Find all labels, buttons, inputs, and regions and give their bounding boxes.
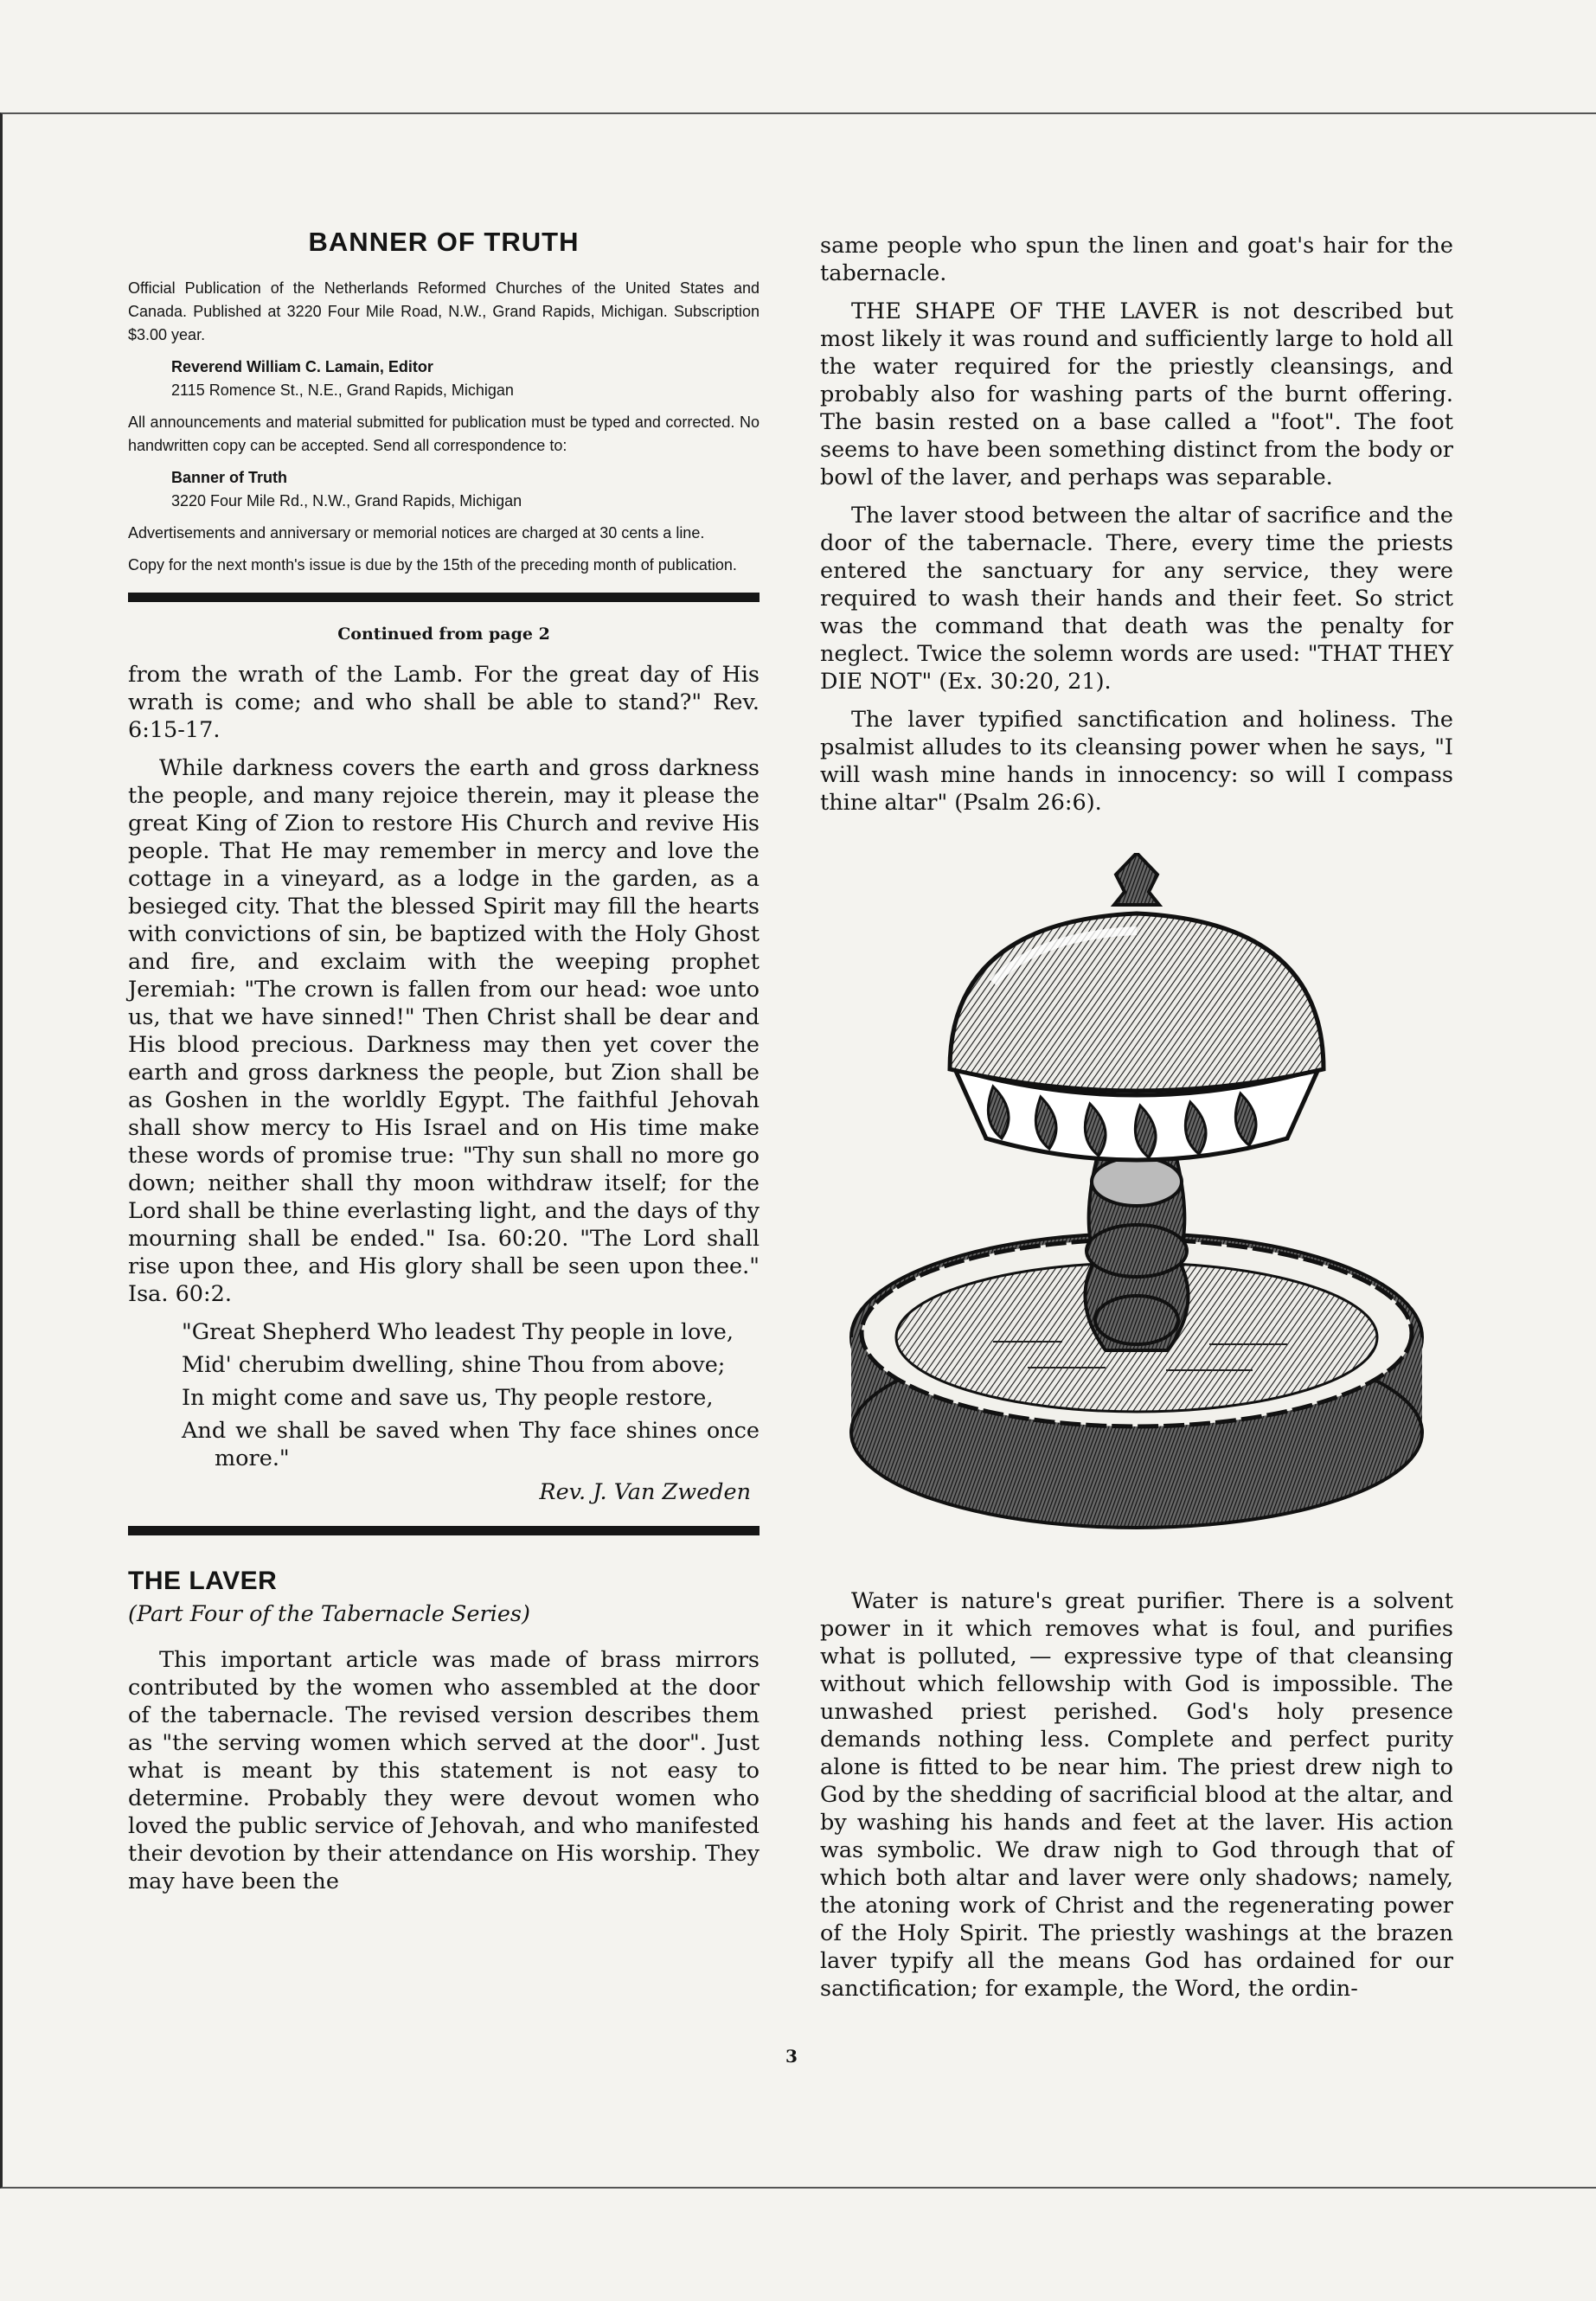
laver-shape-paragraph: THE SHAPE OF THE LAVER is not described but most likely it was round and sufficiently large to hold all the water required for the priestly cleansings, and probably also for washing parts of the burnt offering. The basin rested on a base called a "foot". The foot seems to have been something distinct from the body or bowl of the laver, and perhaps was separable. <box>820 298 1453 490</box>
article-subtitle: (Part Four of the Tabernacle Series) <box>128 1601 530 1627</box>
hymn-line: And we shall be saved when Thy face shines once more." <box>182 1418 760 1471</box>
continued-label: Continued from page 2 <box>337 625 550 644</box>
continued-paragraph-1: from the wrath of the Lamb. For the great day of His wrath is come; and who shall be able to stand?" Rev. 6:15-17. <box>128 662 760 743</box>
correspondence-address: 3220 Four Mile Rd., N.W., Grand Rapids, Michigan <box>171 492 522 510</box>
masthead-editor <box>171 356 760 402</box>
left-column <box>128 216 760 1906</box>
article-title: THE LAVER <box>128 1567 278 1595</box>
masthead-official: Official Publication of the Netherlands Reformed Churches of the United States and Canada. Published at 3220 Four Mile Road, N.W., Grand Rapids, Michigan. Subscription $3.00 year. <box>128 279 760 343</box>
hymn-verse <box>128 1318 760 1472</box>
right-column <box>820 232 1453 2013</box>
editor-name: Reverend William C. Lamain, Editor <box>171 358 433 375</box>
masthead-copy-due: Copy for the next month's issue is due by the 15th of the preceding month of publication. <box>128 556 737 574</box>
masthead-announcements: All announcements and material submitted for publication must be typed and corrected. No handwritten copy can be accepted. Send all correspondence to: <box>128 413 760 454</box>
masthead-correspondence <box>171 466 760 513</box>
author-signature: Rev. J. Van Zweden <box>539 1479 751 1505</box>
hymn-line: "Great Shepherd Who leadest Thy people in love, <box>182 1319 734 1345</box>
continued-paragraph-2: While darkness covers the earth and gross darkness the people, and many rejoice therein, may it please the great King of Zion to restore His Church and revive His people. That He may remember in mercy and love the cottage in a vineyard, as a lodge in the garden, as a besieged city. That the blessed Spirit may fill the hearts with convictions of sin, be baptized with the Holy Ghost and fire, and exclaim with the weeping prophet Jeremiah: "The crown is fallen from our head: woe unto us, that we have sinned!" Then Christ shall be dear and His blood precious. Darkness may then yet cover the earth and gross darkness the people, but Zion shall be as Goshen in the worldly Egypt. The faithful Jehovah shall show mercy to His Israel and on His time make these words of promise true: "Thy sun shall no more go down; neither shall thy moon withdraw itself; for the Lord shall be thine everlasting light, and the days of thy mourning shall be ended." Isa. 60:20. "The Lord shall rise upon thee, and His glory shall be seen upon thee." Isa. 60:2. <box>128 755 760 1307</box>
correspondence-name: Banner of Truth <box>171 469 287 486</box>
laver-position-paragraph: The laver stood between the altar of sacrifice and the door of the tabernacle. There, every time the priests entered the sanctuary for any service, they were required to wash their hands and their feet. So strict was the command that death was the penalty for neglect. Twice the solemn words are used: "THAT THEY DIE NOT" (Ex. 30:20, 21). <box>820 503 1453 695</box>
section-divider <box>128 593 760 602</box>
masthead-title: BANNER OF TRUTH <box>308 227 580 257</box>
laver-typified-paragraph: The laver typified sanctification and holiness. The psalmist alludes to its cleansing power when he says, "I will wash mine hands in innocency: so will I compass thine altar" (Psalm 26:6). <box>820 707 1453 816</box>
hymn-line: Mid' cherubim dwelling, shine Thou from above; <box>182 1352 726 1378</box>
hymn-line: In might come and save us, Thy people restore, <box>182 1385 714 1411</box>
laver-water-paragraph: Water is nature's great purifier. There is a solvent power in it which removes what is foul, and purifies what is polluted, — expressive type of that cleansing without which fellowship with God is impossible. The unwashed priest perished. God's holy presence demands nothing less. Complete and perfect purity alone is fitted to be near him. The priest drew nigh to God by the shedding of sacrificial blood at the altar, and by washing his hands and feet at the laver. His action was symbolic. We draw nigh to God through that of which both altar and laver were only shadows; namely, the atoning work of Christ and the regenerating power of the Holy Spirit. The priestly washings at the brazen laver typify all the means God has ordained for our sanctification; for example, the Word, the ordin- <box>820 1588 1453 2002</box>
laver-paragraph-continued: same people who spun the linen and goat's hair for the tabernacle. <box>820 233 1453 286</box>
editor-address: 2115 Romence St., N.E., Grand Rapids, Michigan <box>171 381 514 399</box>
masthead-advertisements: Advertisements and anniversary or memorial notices are charged at 30 cents a line. <box>128 524 705 542</box>
page-number: 3 <box>785 2046 798 2067</box>
laver-illustration <box>820 853 1453 1561</box>
laver-paragraph-1: This important article was made of brass mirrors contributed by the women who assembled at the door of the tabernacle. The revised version describes them as "the serving women which served at the door". Just what is meant by this statement is not easy to determine. Probably they were devout women who loved the public service of Jehovah, and who manifested their devotion by their attendance on His worship. They may have been the <box>128 1647 760 1894</box>
section-divider <box>128 1526 760 1535</box>
